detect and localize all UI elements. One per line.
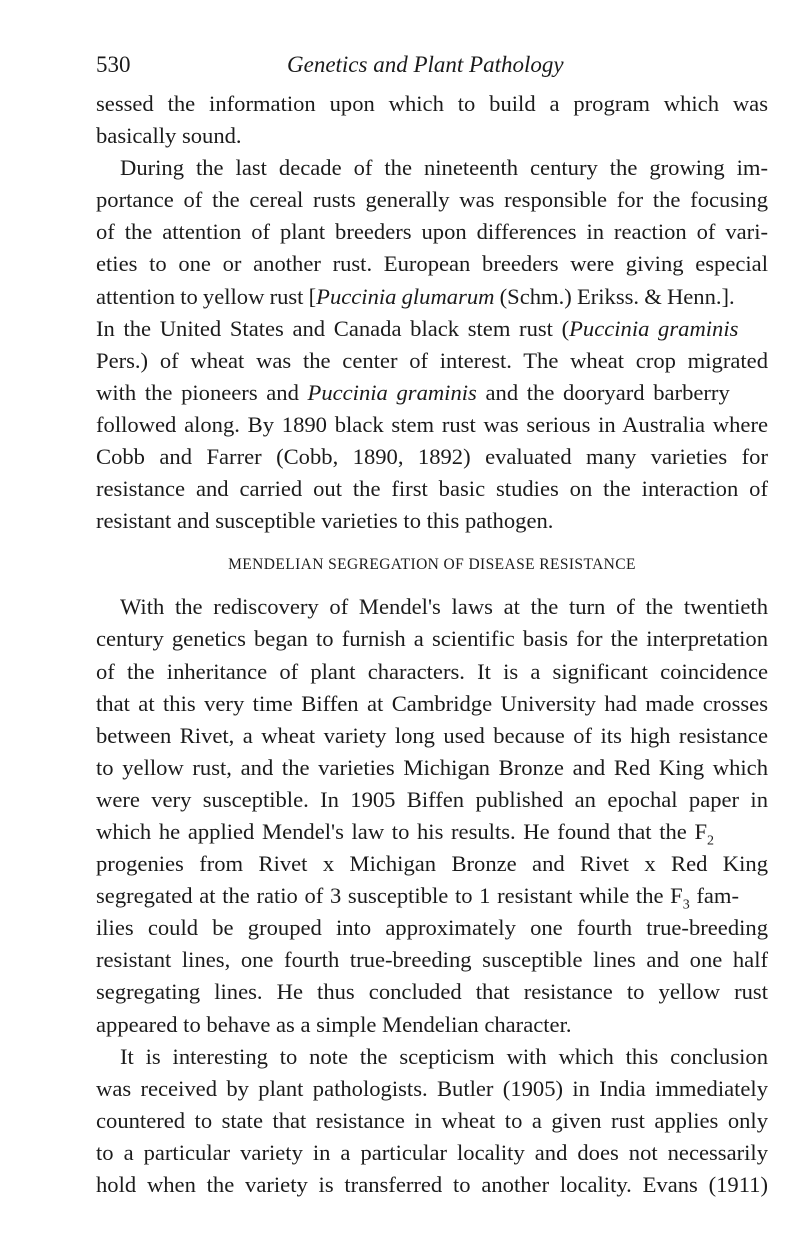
- text-line: basically sound.: [96, 123, 242, 149]
- text-line: progenies from Rivet x Michigan Bronze and Rivet x Red King: [96, 851, 768, 877]
- text-line: segregated at the ratio of 3 susceptible to 1 resistant while the $F_3$ fam-: [96, 883, 740, 913]
- text-line: between Rivet, a wheat variety long used because of its high resistance: [96, 722, 768, 748]
- text-line: segregating lines. He thus concluded that resistance to yellow rust: [96, 979, 768, 1005]
- text-line: which he applied Mendel's law to his results. He found that the $F_2$: [96, 818, 715, 849]
- text-line: In the United States and Canada black stem rust (Puccinia graminis: [96, 315, 739, 341]
- running-head: [96, 52, 768, 88]
- text-line: eties to one or another rust. European breeders were giving especial: [96, 251, 768, 277]
- text-line: to a particular variety in a particular locality and does not necessarily: [96, 1139, 768, 1165]
- text-line: appeared to behave as a simple Mendelian character.: [96, 1011, 572, 1037]
- book-page: [96, 52, 768, 1201]
- text-line: portance of the cereal rusts generally was responsible for the focusing: [96, 187, 768, 213]
- text-line: attention to yellow rust [Puccinia glumarum (Schm.) Erikss. & Henn.].: [96, 283, 735, 309]
- text-line: ilies could be grouped into approximately one fourth true-breeding: [96, 915, 768, 941]
- text-line: followed along. By 1890 black stem rust was serious in Australia where: [96, 411, 768, 437]
- text-line: sessed the information upon which to build a program which was: [96, 91, 768, 116]
- text-line: Pers.) of wheat was the center of interest. The wheat crop migrated: [96, 347, 768, 373]
- text-line: was received by plant pathologists. Butler (1905) in India immediately: [96, 1075, 768, 1101]
- text-line: were very susceptible. In 1905 Biffen published an epochal paper in: [96, 786, 768, 812]
- text-line: resistant and susceptible varieties to this pathogen.: [96, 508, 554, 534]
- text-line: resistance and carried out the first basic studies on the interaction of: [96, 476, 768, 502]
- text-line: countered to state that resistance in wheat to a given rust applies only: [96, 1107, 768, 1133]
- text-line: of the attention of plant breeders upon differences in reaction of vari-: [96, 219, 768, 245]
- text-line: It is interesting to note the scepticism with which this conclusion: [120, 1043, 768, 1069]
- running-title: Genetics and Plant Pathology: [287, 52, 564, 77]
- body-text: [96, 591, 768, 1201]
- text-line: of the inheritance of plant characters. It is a significant coincidence: [96, 658, 768, 684]
- text-line: that at this very time Biffen at Cambridge University had made crosses: [96, 690, 768, 716]
- text-line: resistant lines, one fourth true-breeding susceptible lines and one half: [96, 947, 768, 973]
- text-line: With the rediscovery of Mendel's laws at the turn of the twentieth: [120, 594, 768, 620]
- body-text: [96, 88, 768, 537]
- text-line: with the pioneers and Puccinia graminis and the dooryard barberry: [96, 379, 730, 405]
- text-line: Cobb and Farrer (Cobb, 1890, 1892) evaluated many varieties for: [96, 444, 768, 470]
- text-line: to yellow rust, and the varieties Michigan Bronze and Red King which: [96, 754, 768, 780]
- section-heading: MENDELIAN SEGREGATION OF DISEASE RESISTANCE: [228, 556, 636, 574]
- page-number: 530: [96, 52, 131, 77]
- text-line: During the last decade of the nineteenth century the growing im-: [120, 155, 768, 181]
- text-line: century genetics began to furnish a scientific basis for the interpretation: [96, 626, 768, 652]
- text-line: hold when the variety is transferred to another locality. Evans (1911): [96, 1172, 768, 1197]
